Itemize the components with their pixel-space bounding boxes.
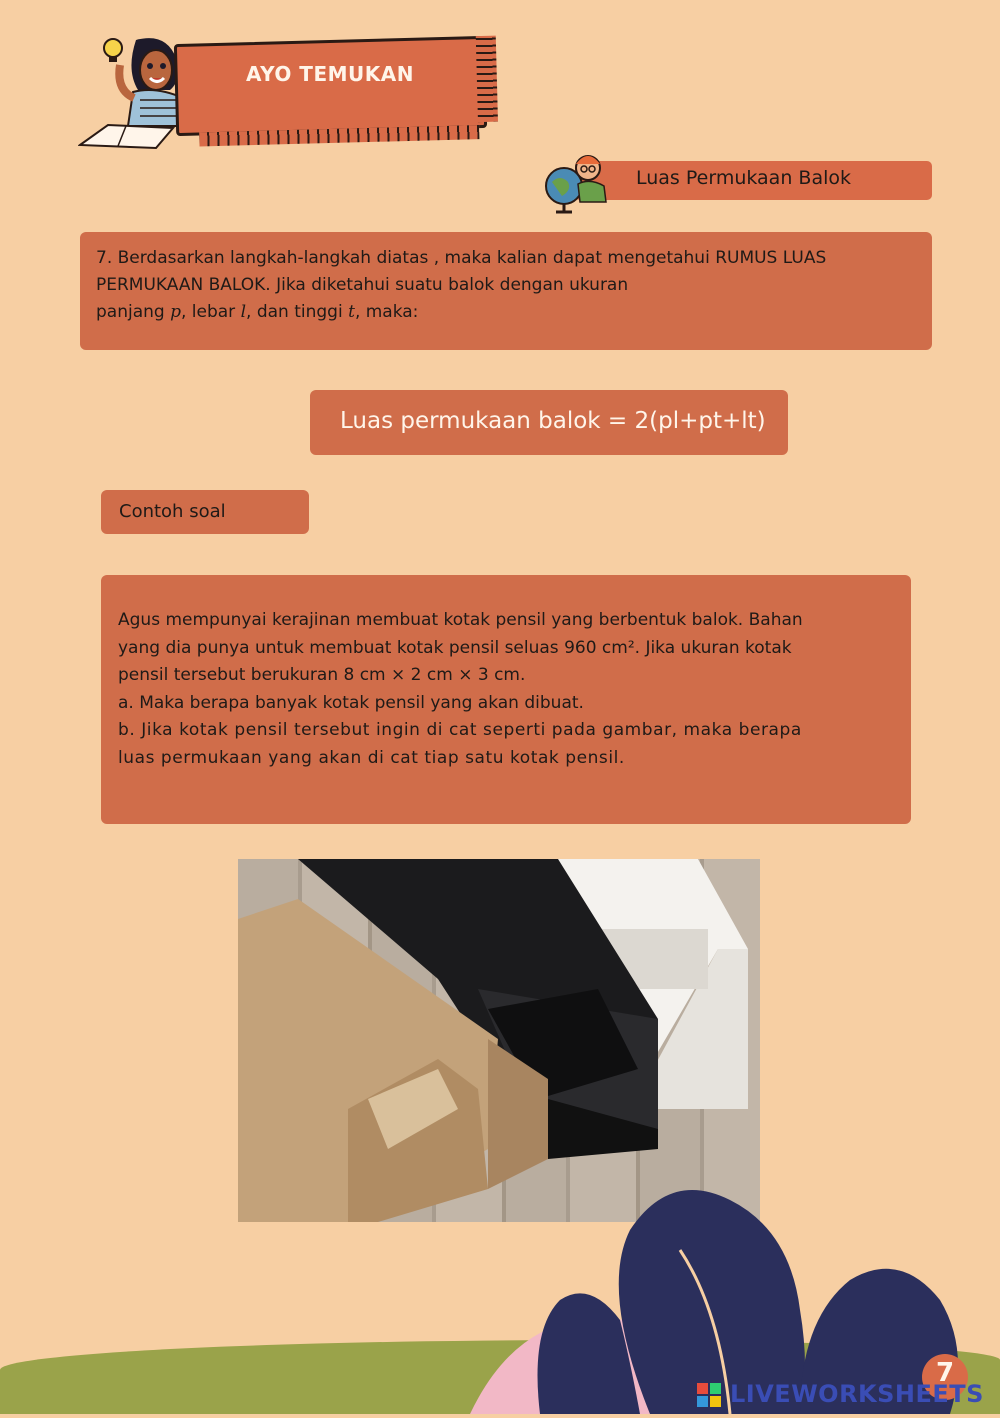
- example-label: Contoh soal: [119, 501, 226, 522]
- problem-line-5: b. Jika kotak pensil tersebut ingin di cat seperti pada gambar, maka berapa: [118, 720, 802, 740]
- pencil-box-photo: [238, 859, 760, 1222]
- intro-line-2: PERMUKAAN BALOK. Jika diketahui suatu balok dengan ukuran: [96, 275, 629, 295]
- variable-t: t: [348, 302, 355, 322]
- problem-line-1: Agus mempunyai kerajinan membuat kotak pensil yang berbentuk balok. Bahan: [118, 610, 803, 630]
- globe-kid-icon: [542, 146, 612, 216]
- problem-text: [118, 607, 903, 772]
- watermark-text[interactable]: LIVEWORKSHEETS: [730, 1380, 984, 1408]
- page-number: 7: [936, 1358, 955, 1388]
- problem-line-3: pensil tersebut berukuran 8 cm × 2 cm × 3 cm.: [118, 665, 526, 685]
- intro-line-3: [96, 299, 926, 326]
- intro-line-1: 7. Berdasarkan langkah-langkah diatas , maka kalian dapat mengetahui RUMUS LUAS: [96, 248, 827, 268]
- banner-stripes-bottom: [199, 125, 479, 146]
- formula-text: Luas permukaan balok = 2(pl+pt+lt): [340, 408, 766, 434]
- problem-line-6: luas permukaan yang akan di cat tiap satu kotak pensil.: [118, 747, 625, 768]
- section-title: Luas Permukaan Balok: [636, 167, 851, 189]
- problem-line-2: yang dia punya untuk membuat kotak pensil seluas 960 cm². Jika ukuran kotak: [118, 637, 792, 658]
- liveworksheets-logo-icon: [697, 1383, 721, 1407]
- intro-text-part: , lebar: [180, 302, 241, 322]
- intro-text-part: panjang: [96, 302, 171, 322]
- pencil-boxes-illustration: [238, 859, 760, 1222]
- variable-l: l: [240, 302, 247, 322]
- header-title: AYO TEMUKAN: [246, 62, 414, 86]
- plant-decoration: [470, 1170, 1000, 1414]
- intro-text-part: , dan tinggi: [246, 302, 349, 322]
- header-banner: [174, 36, 487, 136]
- variable-p: p: [170, 302, 181, 322]
- intro-text-part: , maka:: [354, 302, 419, 322]
- problem-line-4: a. Maka berapa banyak kotak pensil yang akan dibuat.: [118, 692, 584, 713]
- banner-stripes: [476, 36, 498, 122]
- intro-text: [96, 245, 926, 326]
